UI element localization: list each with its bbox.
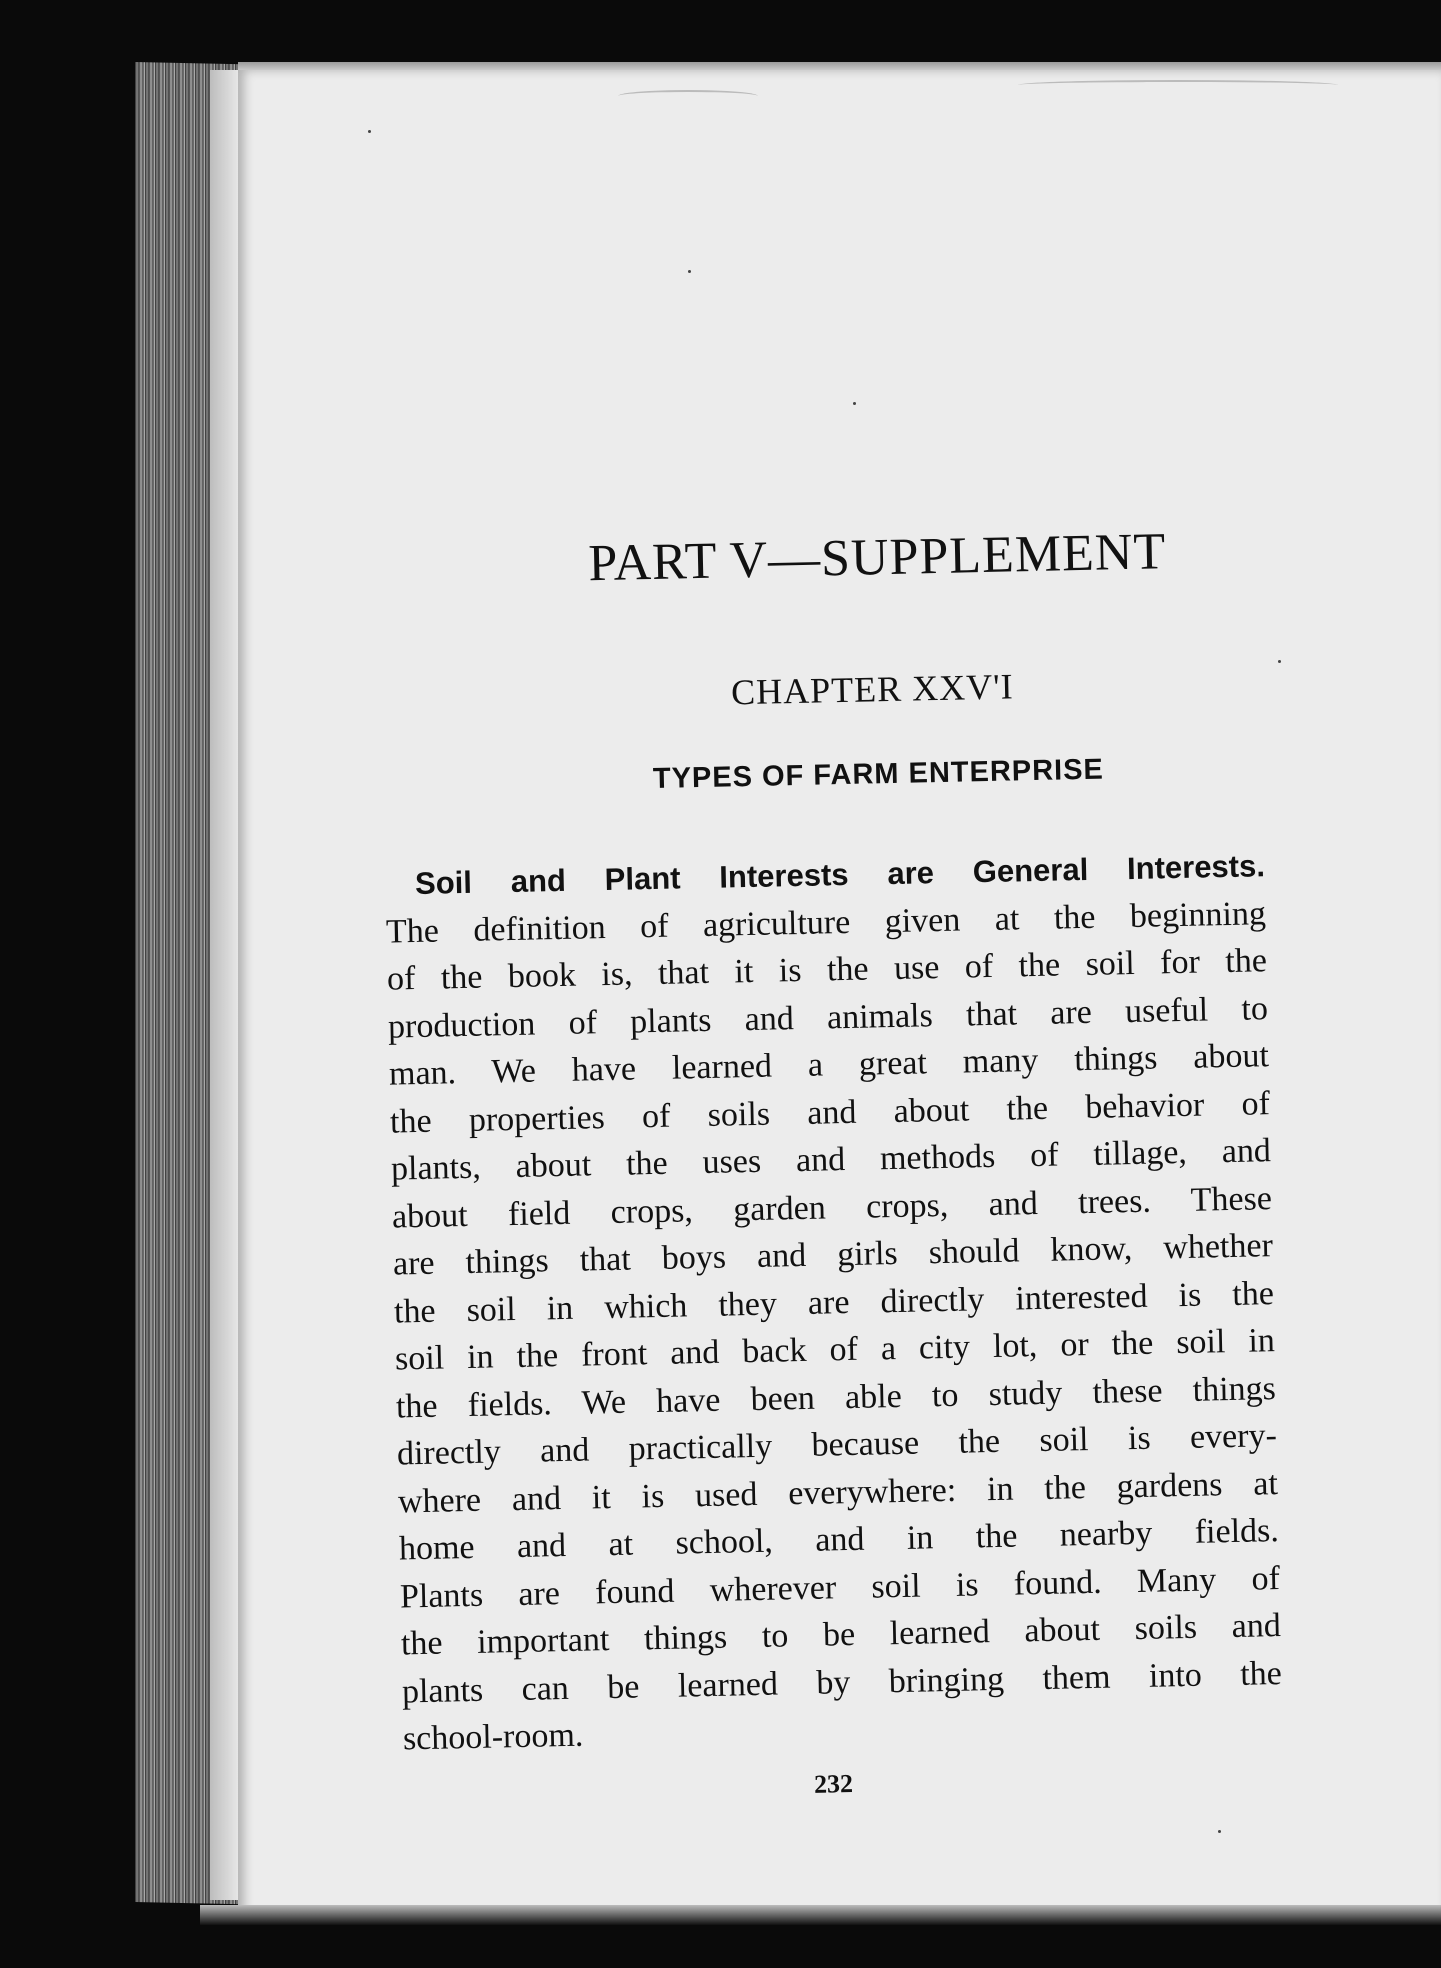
page-text-block [218, 57, 1441, 1932]
body-line: the properties of soils and about the behavior of [389, 1084, 1271, 1141]
body-line: soil in the front and back of a city lot, or the soil in [394, 1322, 1276, 1378]
body-line: the important things to be learned about soils and [400, 1607, 1282, 1663]
body-line: Plants are found wherever soil is found. Many of [399, 1559, 1281, 1615]
lead-heading: Soil and Plant Interests are General Interests. [414, 848, 1266, 901]
part-title: PART V—SUPPLEMENT [587, 523, 1167, 593]
body-line: of the book is, that it is the use of the soil for the [386, 942, 1268, 998]
body-line: production of plants and animals that are useful to [387, 989, 1269, 1046]
body-line: the soil in which they are directly interested is the [393, 1274, 1275, 1331]
body-line: The definition of agriculture given at the beginning [385, 894, 1267, 951]
body-line: directly and practically because the soil is every- [396, 1417, 1278, 1473]
section-title: TYPES OF FARM ENTERPRISE [652, 753, 1105, 795]
body-paragraph [385, 842, 1284, 1763]
page-number: 232 [813, 1769, 854, 1799]
body-line: plants, about the uses and methods of tillage, and [390, 1132, 1272, 1188]
body-line: the fields. We have been able to study these things [395, 1369, 1277, 1425]
chapter-title: CHAPTER XXV'I [730, 666, 1014, 713]
body-line: where and it is used everywhere: in the gardens at [397, 1464, 1279, 1520]
body-line: man. We have learned a great many things about [388, 1037, 1270, 1093]
body-line: about field crops, garden crops, and trees. These [391, 1179, 1273, 1236]
page-bottom-edge [200, 1905, 1441, 1925]
body-line: are things that boys and girls should know, whether [392, 1227, 1274, 1283]
book-page [238, 70, 1441, 1920]
body-line: school-room. [402, 1716, 584, 1758]
body-line: home and at school, and in the nearby fields. [398, 1512, 1280, 1568]
body-line: plants can be learned by bringing them into the [401, 1654, 1283, 1710]
